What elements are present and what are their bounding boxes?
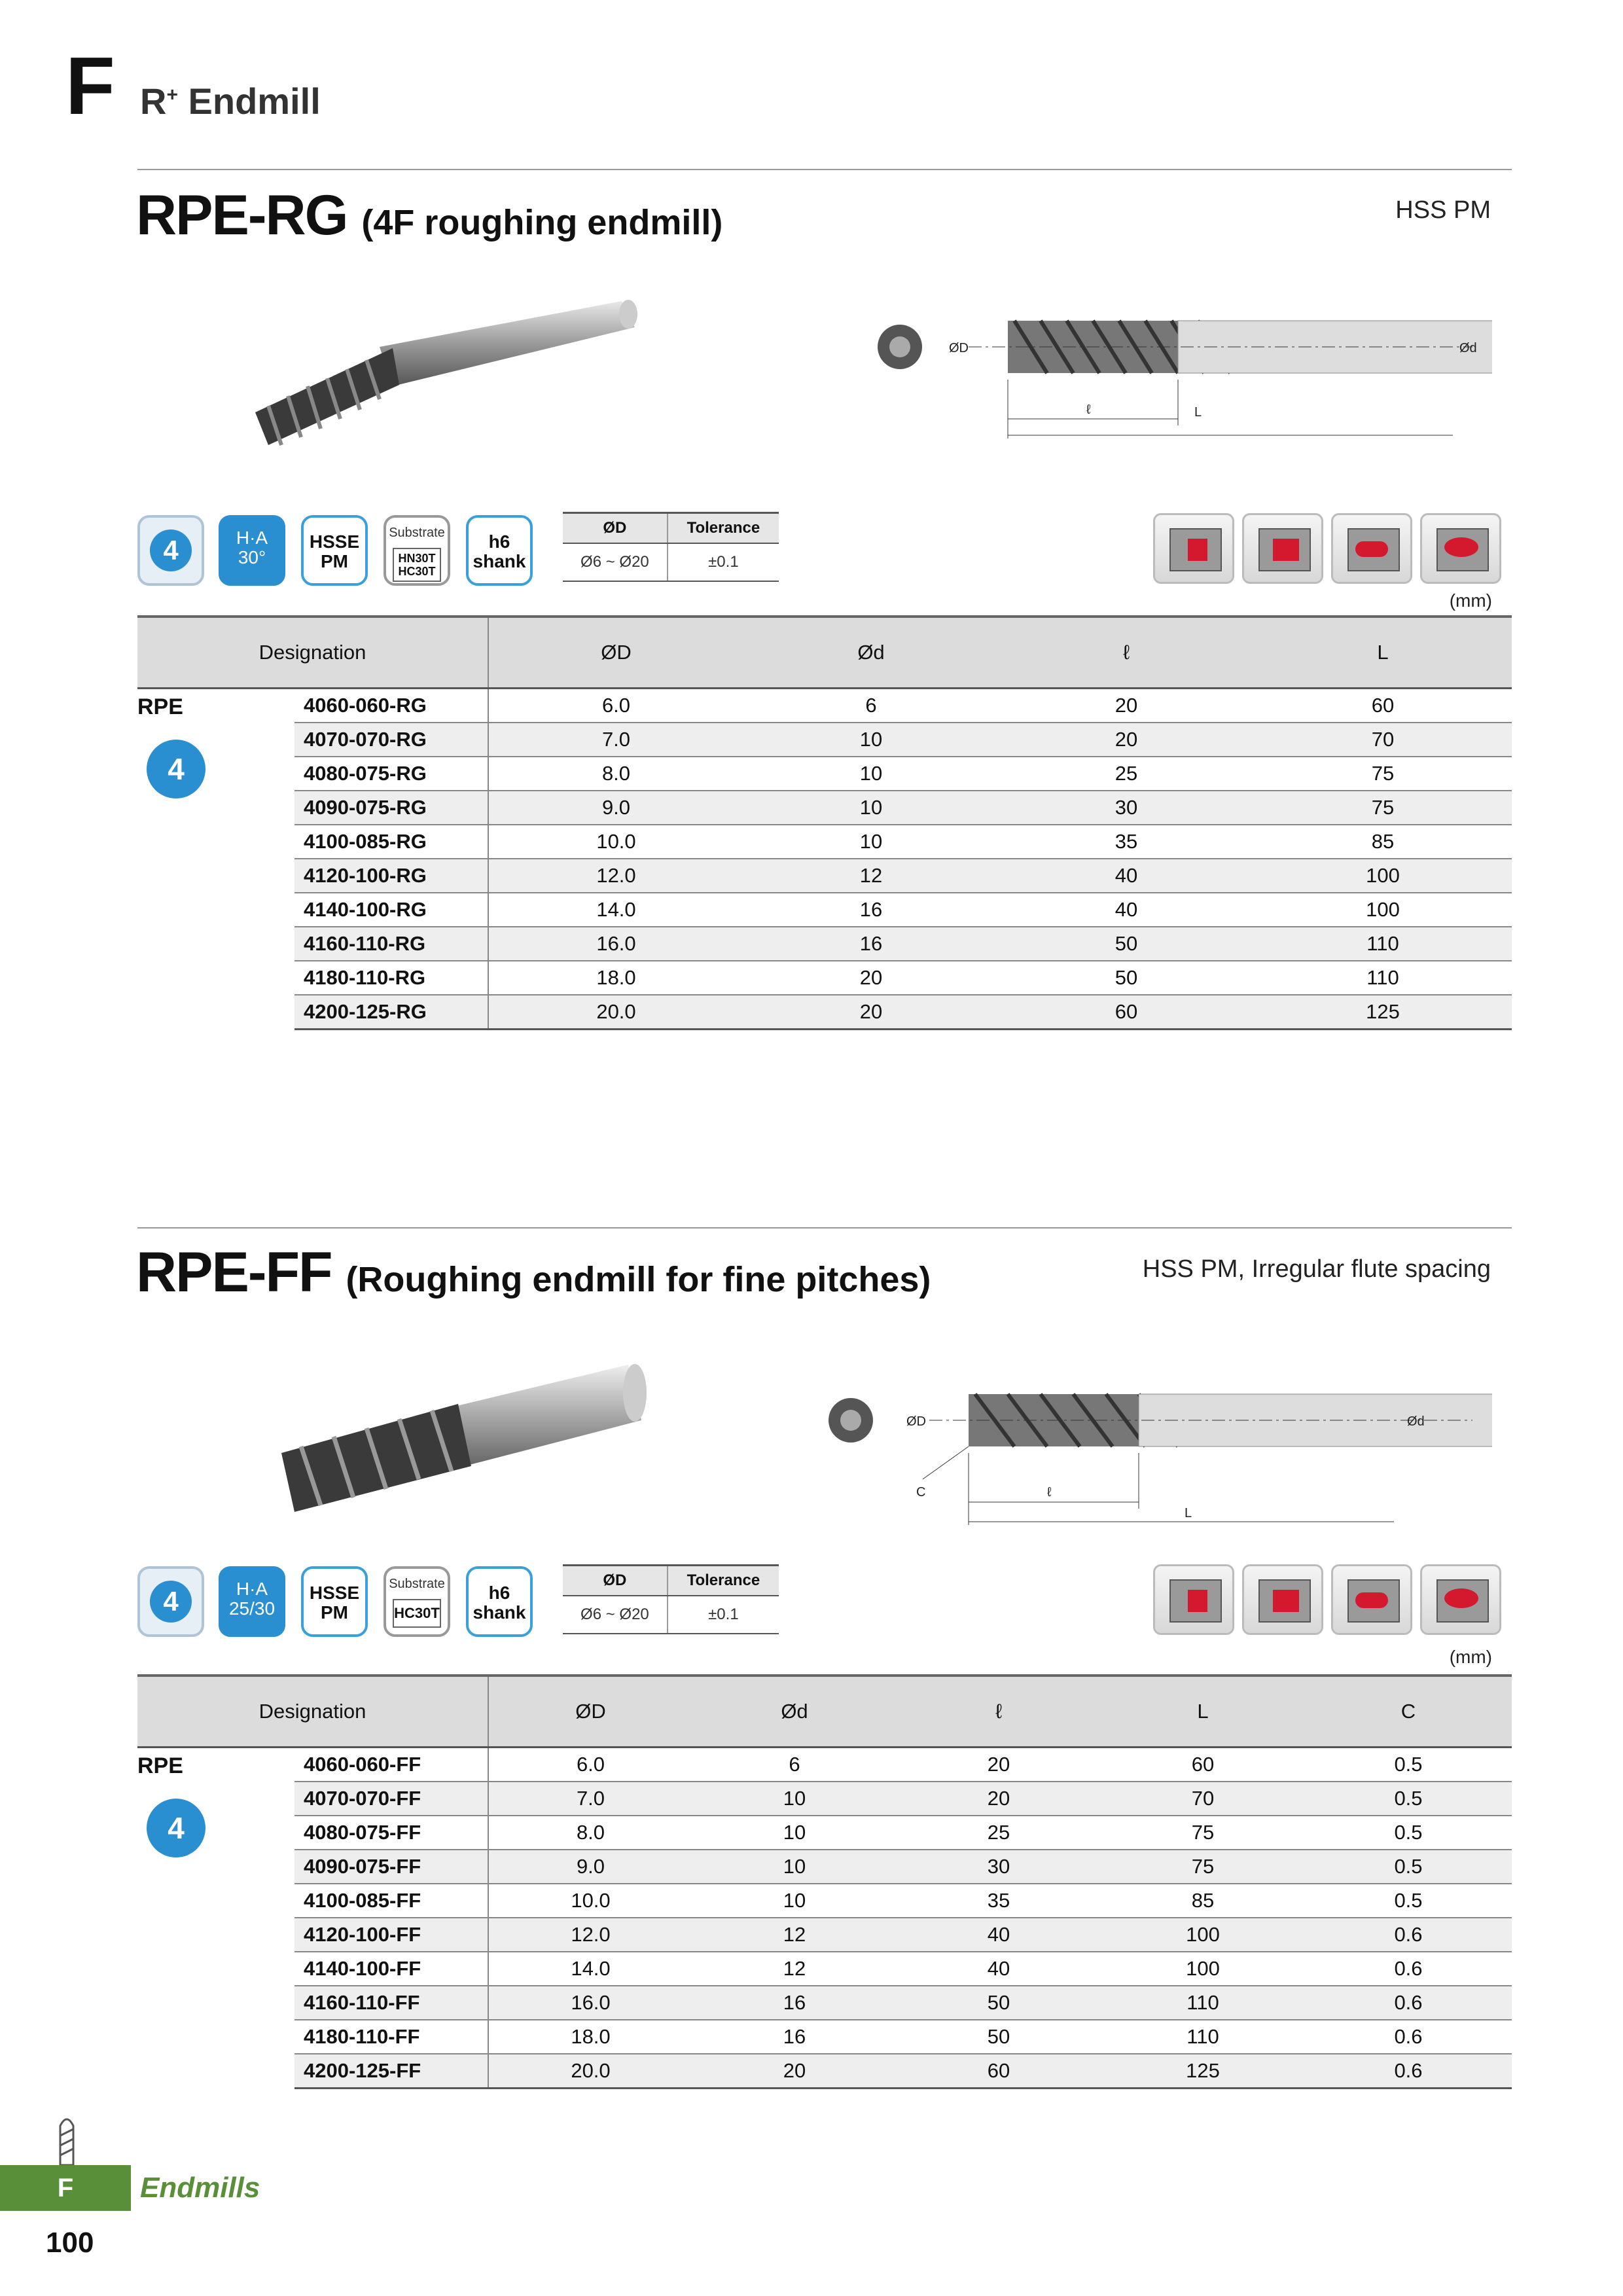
value-cell: 9.0 xyxy=(488,791,743,825)
designation-cell: 4200-125-RG xyxy=(294,995,488,1030)
page-number: 100 xyxy=(46,2227,94,2259)
value-cell: 10.0 xyxy=(488,825,743,859)
grooving-icon xyxy=(1242,1564,1323,1635)
svg-text:Ød: Ød xyxy=(1459,341,1477,355)
designation-cell: 4160-110-RG xyxy=(294,927,488,961)
endmill-icon xyxy=(54,2113,80,2165)
flute-count-icon: 4 xyxy=(137,515,204,586)
designation-cell: 4160-110-FF xyxy=(294,1986,488,2020)
tolerance-table: ØD Tolerance Ø6 ~ Ø20 ±0.1 xyxy=(563,1564,779,1634)
header-designation: Designation xyxy=(137,1676,488,1748)
face-milling-icon xyxy=(1420,513,1501,584)
substrate-icon: Substrate HC30T xyxy=(383,1566,450,1637)
svg-text:Ød: Ød xyxy=(1407,1414,1425,1429)
table-row xyxy=(137,1850,1512,1884)
value-cell: 12.0 xyxy=(488,859,743,893)
header-d-big: ØD xyxy=(488,617,743,689)
value-cell: 35 xyxy=(999,825,1254,859)
table-row xyxy=(137,2054,1512,2089)
designation-cell: 4090-075-RG xyxy=(294,791,488,825)
value-cell: 6 xyxy=(743,689,999,723)
product-title: RPE-RG (4F roughing endmill) xyxy=(136,184,723,247)
value-cell: 10 xyxy=(692,1816,897,1850)
value-cell: 18.0 xyxy=(488,961,743,995)
value-cell: 20 xyxy=(999,689,1254,723)
svg-text:ℓ: ℓ xyxy=(1086,403,1091,417)
pocketing-icon xyxy=(1331,1564,1412,1635)
spec-table xyxy=(137,1674,1512,2089)
value-cell: 10 xyxy=(692,1850,897,1884)
value-cell: 10 xyxy=(743,791,999,825)
value-cell: 16 xyxy=(743,893,999,927)
spec-table xyxy=(137,615,1512,1030)
value-cell: 8.0 xyxy=(488,757,743,791)
value-cell: 75 xyxy=(1101,1850,1305,1884)
value-cell: 16.0 xyxy=(488,927,743,961)
material-hsse-icon: HSSE PM xyxy=(301,515,368,586)
value-cell: 100 xyxy=(1101,1918,1305,1952)
value-cell: 100 xyxy=(1254,893,1512,927)
value-cell: 40 xyxy=(897,1918,1101,1952)
value-cell: 35 xyxy=(897,1884,1101,1918)
value-cell: 8.0 xyxy=(488,1816,692,1850)
value-cell: 0.5 xyxy=(1305,1782,1512,1816)
table-row xyxy=(137,1884,1512,1918)
series-label: RPE xyxy=(137,1753,183,1778)
slot-milling-icon xyxy=(1153,1564,1234,1635)
value-cell: 14.0 xyxy=(488,1952,692,1986)
value-cell: 20.0 xyxy=(488,995,743,1030)
designation-cell: 4140-100-FF xyxy=(294,1952,488,1986)
header-d-small: Ød xyxy=(743,617,999,689)
value-cell: 7.0 xyxy=(488,723,743,757)
value-cell: 60 xyxy=(1101,1748,1305,1782)
header-L: L xyxy=(1254,617,1512,689)
value-cell: 10 xyxy=(692,1884,897,1918)
table-row xyxy=(137,927,1512,961)
value-cell: 40 xyxy=(999,859,1254,893)
value-cell: 20.0 xyxy=(488,2054,692,2089)
value-cell: 110 xyxy=(1101,2020,1305,2054)
endmill-photo xyxy=(268,1348,648,1518)
value-cell: 10 xyxy=(743,723,999,757)
header-d-big: ØD xyxy=(488,1676,692,1748)
header-L: L xyxy=(1101,1676,1305,1748)
table-row xyxy=(137,1952,1512,1986)
value-cell: 14.0 xyxy=(488,893,743,927)
designation-cell: 4100-085-FF xyxy=(294,1884,488,1918)
value-cell: 6.0 xyxy=(488,1748,692,1782)
unit-label: (mm) xyxy=(1449,590,1492,611)
value-cell: 12 xyxy=(692,1952,897,1986)
designation-cell: 4120-100-RG xyxy=(294,859,488,893)
value-cell: 0.6 xyxy=(1305,2054,1512,2089)
chapter-title: R+ Endmill xyxy=(140,81,321,122)
value-cell: 0.6 xyxy=(1305,1986,1512,2020)
designation-cell: 4090-075-FF xyxy=(294,1850,488,1884)
chapter-name: Endmills xyxy=(140,2172,260,2204)
chapter-tab: F xyxy=(0,2165,131,2211)
value-cell: 60 xyxy=(897,2054,1101,2089)
value-cell: 85 xyxy=(1254,825,1512,859)
value-cell: 20 xyxy=(999,723,1254,757)
value-cell: 10.0 xyxy=(488,1884,692,1918)
designation-cell: 4070-070-RG xyxy=(294,723,488,757)
value-cell: 50 xyxy=(897,2020,1101,2054)
table-row xyxy=(137,791,1512,825)
svg-text:ØD: ØD xyxy=(949,341,969,355)
table-row xyxy=(137,1816,1512,1850)
value-cell: 12 xyxy=(692,1918,897,1952)
value-cell: 30 xyxy=(999,791,1254,825)
material-label: HSS PM, Irregular flute spacing xyxy=(1142,1255,1491,1283)
value-cell: 100 xyxy=(1254,859,1512,893)
value-cell: 25 xyxy=(999,757,1254,791)
value-cell: 10 xyxy=(692,1782,897,1816)
value-cell: 20 xyxy=(743,961,999,995)
value-cell: 25 xyxy=(897,1816,1101,1850)
value-cell: 10 xyxy=(743,825,999,859)
table-row xyxy=(137,1918,1512,1952)
value-cell: 50 xyxy=(897,1986,1101,2020)
material-hsse-icon: HSSE PM xyxy=(301,1566,368,1637)
svg-text:C: C xyxy=(916,1485,926,1499)
value-cell: 7.0 xyxy=(488,1782,692,1816)
product-title: RPE-FF (Roughing endmill for fine pitches) xyxy=(136,1241,931,1304)
value-cell: 110 xyxy=(1254,961,1512,995)
value-cell: 0.6 xyxy=(1305,1952,1512,1986)
table-row xyxy=(137,859,1512,893)
tolerance-table: ØD Tolerance Ø6 ~ Ø20 ±0.1 xyxy=(563,512,779,582)
value-cell: 40 xyxy=(999,893,1254,927)
dimension-drawing xyxy=(818,1348,1492,1532)
value-cell: 50 xyxy=(999,961,1254,995)
designation-cell: 4180-110-RG xyxy=(294,961,488,995)
value-cell: 50 xyxy=(999,927,1254,961)
substrate-icon: Substrate HN30T HC30T xyxy=(383,515,450,586)
series-cell xyxy=(137,689,294,1030)
endmill-photo xyxy=(242,288,648,458)
value-cell: 0.5 xyxy=(1305,1748,1512,1782)
value-cell: 125 xyxy=(1101,2054,1305,2089)
value-cell: 20 xyxy=(743,995,999,1030)
pocketing-icon xyxy=(1331,513,1412,584)
designation-cell: 4180-110-FF xyxy=(294,2020,488,2054)
table-row xyxy=(137,689,1512,723)
designation-cell: 4140-100-RG xyxy=(294,893,488,927)
value-cell: 75 xyxy=(1101,1816,1305,1850)
designation-cell: 4200-125-FF xyxy=(294,2054,488,2089)
table-row xyxy=(137,893,1512,927)
value-cell: 85 xyxy=(1101,1884,1305,1918)
value-cell: 75 xyxy=(1254,791,1512,825)
shank-icon: h6 shank xyxy=(466,515,533,586)
header-d-small: Ød xyxy=(692,1676,897,1748)
header-l: ℓ xyxy=(897,1676,1101,1748)
value-cell: 6 xyxy=(692,1748,897,1782)
grooving-icon xyxy=(1242,513,1323,584)
designation-cell: 4080-075-RG xyxy=(294,757,488,791)
table-row xyxy=(137,995,1512,1030)
svg-text:L: L xyxy=(1194,405,1202,420)
designation-cell: 4120-100-FF xyxy=(294,1918,488,1952)
value-cell: 10 xyxy=(743,757,999,791)
section-divider xyxy=(137,169,1512,170)
table-row xyxy=(137,2020,1512,2054)
header-designation: Designation xyxy=(137,617,488,689)
material-label: HSS PM xyxy=(1395,196,1491,224)
table-row xyxy=(137,825,1512,859)
designation-cell: 4060-060-FF xyxy=(294,1748,488,1782)
slot-milling-icon xyxy=(1153,513,1234,584)
helix-angle-icon: H·A 25/30 xyxy=(219,1566,285,1637)
designation-cell: 4100-085-RG xyxy=(294,825,488,859)
value-cell: 100 xyxy=(1101,1952,1305,1986)
value-cell: 20 xyxy=(897,1782,1101,1816)
value-cell: 12 xyxy=(743,859,999,893)
value-cell: 0.5 xyxy=(1305,1884,1512,1918)
value-cell: 16 xyxy=(692,2020,897,2054)
shank-icon: h6 shank xyxy=(466,1566,533,1637)
header-l: ℓ xyxy=(999,617,1254,689)
table-row xyxy=(137,723,1512,757)
value-cell: 16 xyxy=(743,927,999,961)
dimension-drawing xyxy=(870,275,1492,445)
table-row xyxy=(137,1748,1512,1782)
value-cell: 20 xyxy=(897,1748,1101,1782)
value-cell: 75 xyxy=(1254,757,1512,791)
value-cell: 18.0 xyxy=(488,2020,692,2054)
value-cell: 16 xyxy=(692,1986,897,2020)
flute-count-icon: 4 xyxy=(147,740,205,798)
value-cell: 110 xyxy=(1101,1986,1305,2020)
flute-count-icon: 4 xyxy=(137,1566,204,1637)
unit-label: (mm) xyxy=(1449,1647,1492,1667)
helix-angle-icon: H·A 30° xyxy=(219,515,285,586)
value-cell: 6.0 xyxy=(488,689,743,723)
svg-text:L: L xyxy=(1185,1506,1192,1520)
value-cell: 70 xyxy=(1254,723,1512,757)
value-cell: 0.5 xyxy=(1305,1850,1512,1884)
section-divider xyxy=(137,1227,1512,1229)
value-cell: 30 xyxy=(897,1850,1101,1884)
value-cell: 0.6 xyxy=(1305,2020,1512,2054)
designation-cell: 4080-075-FF xyxy=(294,1816,488,1850)
svg-text:ℓ: ℓ xyxy=(1047,1485,1052,1499)
series-cell xyxy=(137,1748,294,2089)
value-cell: 125 xyxy=(1254,995,1512,1030)
value-cell: 60 xyxy=(999,995,1254,1030)
table-row xyxy=(137,961,1512,995)
value-cell: 0.5 xyxy=(1305,1816,1512,1850)
designation-cell: 4060-060-RG xyxy=(294,689,488,723)
value-cell: 16.0 xyxy=(488,1986,692,2020)
value-cell: 9.0 xyxy=(488,1850,692,1884)
value-cell: 12.0 xyxy=(488,1918,692,1952)
value-cell: 0.6 xyxy=(1305,1918,1512,1952)
chapter-letter: F xyxy=(65,41,115,132)
face-milling-icon xyxy=(1420,1564,1501,1635)
table-row xyxy=(137,1986,1512,2020)
table-row xyxy=(137,1782,1512,1816)
series-label: RPE xyxy=(137,694,183,719)
table-row xyxy=(137,757,1512,791)
value-cell: 40 xyxy=(897,1952,1101,1986)
designation-cell: 4070-070-FF xyxy=(294,1782,488,1816)
value-cell: 70 xyxy=(1101,1782,1305,1816)
header-C: C xyxy=(1305,1676,1512,1748)
flute-count-icon: 4 xyxy=(147,1799,205,1857)
svg-text:ØD: ØD xyxy=(906,1414,926,1429)
value-cell: 20 xyxy=(692,2054,897,2089)
value-cell: 60 xyxy=(1254,689,1512,723)
value-cell: 110 xyxy=(1254,927,1512,961)
